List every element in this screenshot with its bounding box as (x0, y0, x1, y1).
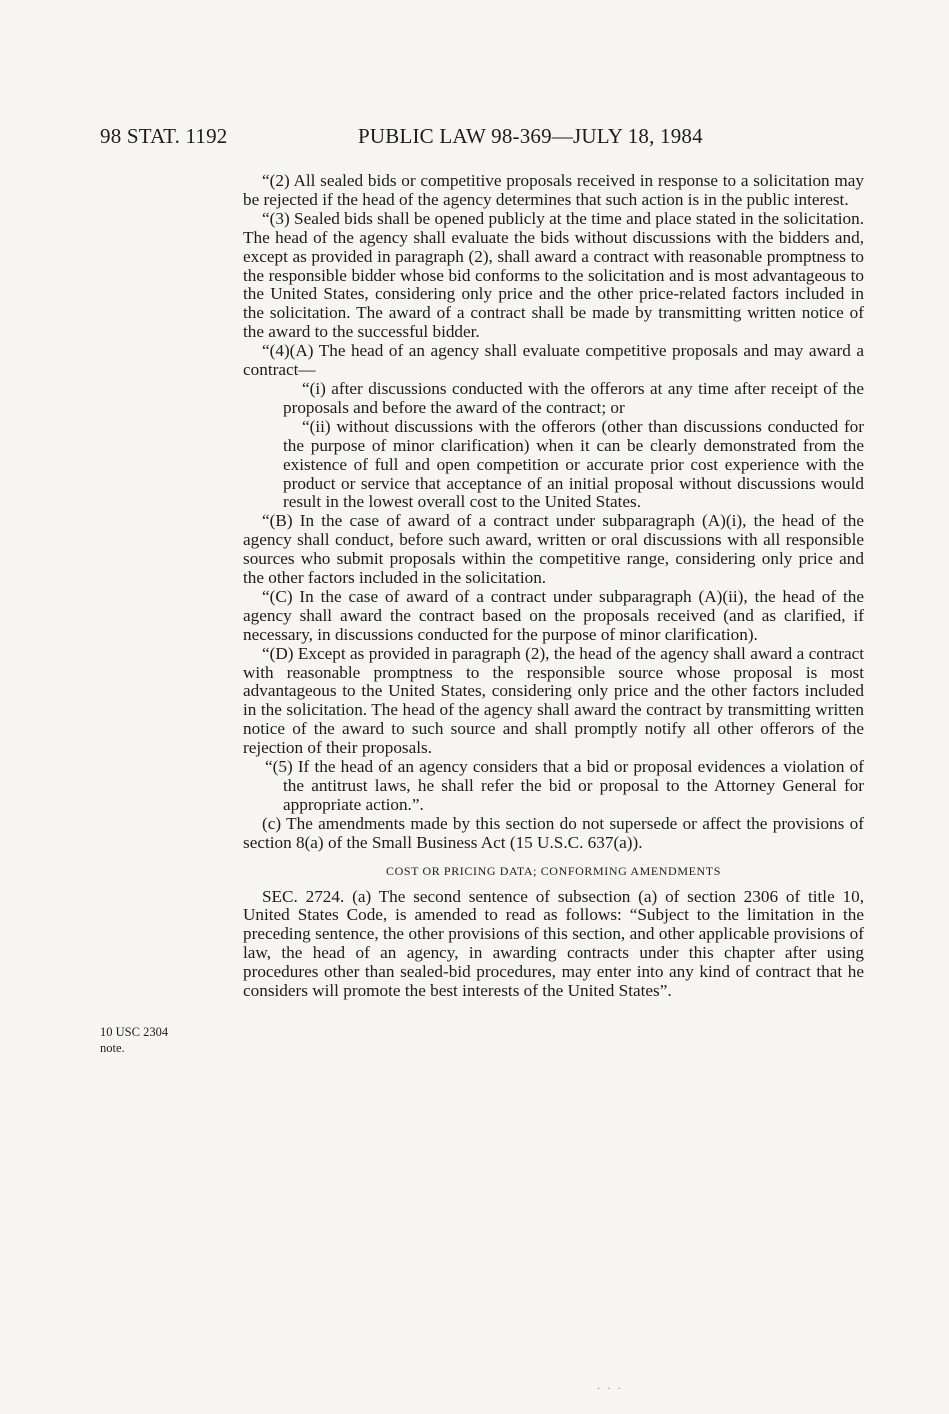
paragraph-4b: “(B) In the case of award of a contract under subparagraph (A)(i), the head of the agency shall conduct, before such award, written or oral discussions with all responsible sources who submit proposals within the competitive range, considering only price and the other factors included in the solicitation. (243, 511, 864, 588)
subsection-c: (c) The amendments made by this section do not supersede or affect the provisions of section 8(a) of the Small Business Act (15 U.S.C. 637(a)). (243, 813, 864, 852)
margin-note-citation: 10 USC 2304 (100, 1025, 169, 1039)
page-statute-number: 98 STAT. 1192 (100, 124, 228, 148)
document-body (243, 172, 864, 1001)
paragraph-5: “(5) If the head of an agency considers that a bid or proposal evidences a violation of the antitrust laws, he shall refer the bid or proposal to the Attorney General for appropriate action.”. (265, 757, 864, 814)
margin-note-label: note. (100, 1041, 125, 1055)
paragraph-4d: “(D) Except as provided in paragraph (2), the head of the agency shall award a contract with reasonable promptness to the responsible source whose proposal is most advantageous to the United States, considering only price and the other factors included in the solicitation. The head of the agency shall award the contract by transmitting written notice of the award to such source and shall promptly notify all other offerors of the rejection of their proposals. (243, 643, 864, 758)
margin-note (100, 1024, 230, 1056)
scan-mark: · · · (597, 1384, 623, 1395)
paragraph-4c: “(C) In the case of award of a contract under subparagraph (A)(ii), the head of the agency shall award the contract based on the proposals received (and as clarified, if necessary, in discussions conducted for the purpose of minor clarification). (243, 586, 864, 644)
section-heading: COST OR PRICING DATA; CONFORMING AMENDMENTS (386, 863, 721, 878)
clause-4a-ii: “(ii) without discussions with the offerors (other than discussions conducted for the purpose of minor clarification) when it can be clearly demonstrated from the existence of full and open competition or accurate prior cost experience with the product or service that acceptance of an initial proposal without discussions would result in the lowest overall cost to the United States. (283, 416, 864, 512)
paragraph-2: “(2) All sealed bids or competitive proposals received in response to a solicitation may be rejected if the head of the agency determines that such action is in the public interest. (243, 171, 864, 209)
paragraph-3: “(3) Sealed bids shall be opened publicly at the time and place stated in the solicitation. The head of the agency shall evaluate the bids without discussions with the bidders and, except as provided in paragraph (2), shall award a contract with reasonable promptness to the responsible bidder whose bid conforms to the solicitation and is most advantageous to the United States, considering only price and the other price-related factors included in the solicitation. The award of a contract shall be made by transmitting written notice of the award to the successful bidder. (243, 208, 864, 342)
section-2724: SEC. 2724. (a) The second sentence of subsection (a) of section 2306 of title 10, United States Code, is amended to read as follows: “Subject to the limitation in the preceding sentence, the other provisions of this section, and other applicable provisions of law, the head of an agency, in awarding contracts under this chapter after using procedures other than sealed-bid procedures, may enter into any kind of contract that he considers will promote the best interests of the United States”. (243, 886, 864, 1001)
page-law-title: PUBLIC LAW 98-369—JULY 18, 1984 (358, 124, 703, 148)
paragraph-4a: “(4)(A) The head of an agency shall evaluate competitive proposals and may award a contract— (243, 341, 864, 380)
clause-4a-i: “(i) after discussions conducted with the offerors at any time after receipt of the proposals and before the award of the contract; or (283, 378, 864, 417)
